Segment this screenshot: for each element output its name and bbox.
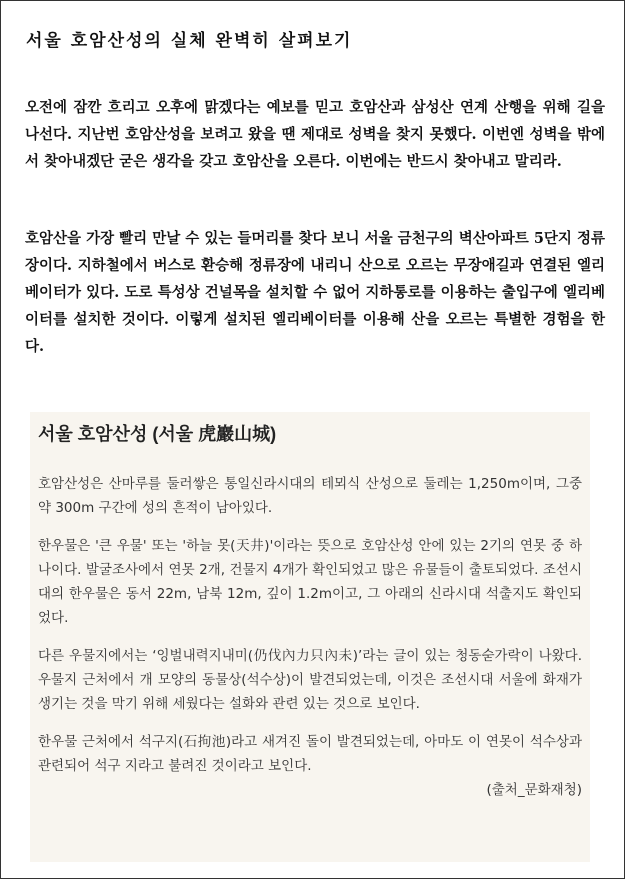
info-paragraph-3: 다른 우물지에서는 ‘잉벌내력지내미(仍伐內力只內未)’라는 글이 있는 청동숟가락이 나왔다. 우물지 근처에서 개 모양의 동물상(석수상)이 발견되었는데, 이것은 조선시대 서울에 화재가 생기는 것을 막기 위해 세웠다는 설화와 관련 있는 것으로 보인다. bbox=[38, 648, 582, 712]
info-paragraph-4: 한우물 근처에서 석구지(石拘池)라고 새겨진 돌이 발견되었는데, 아마도 이 연못이 석수상과 관련되어 석구 지라고 불려진 것이라고 보인다. bbox=[38, 734, 582, 774]
source-credit: (출처_문화재청) bbox=[486, 782, 582, 798]
info-paragraph-1: 호암산성은 산마루를 둘러쌓은 통일신라시대의 테뫼식 산성으로 둘레는 1,250m이며, 그중 약 300m 구간에 성의 흔적이 남아있다. bbox=[38, 476, 582, 516]
article-title: 서울 호암산성의 실체 완벽히 살펴보기 bbox=[26, 31, 353, 51]
info-box bbox=[30, 412, 590, 862]
info-box-title: 서울 호암산성 (서울 虎巖山城) bbox=[38, 424, 277, 444]
info-paragraph-2: 한우물은 '큰 우물' 또는 '하늘 못(天井)'이라는 뜻으로 호암산성 안에 있는 2기의 연못 중 하나이다. 발굴조사에서 연못 2개, 건물지 4개가 확인되었고 많은 유물들이 출토되었다. 조선시대의 한우물은 동서 22m, 남북 12m, 깊이 1.2m이고, 그 아래의 신라시대 석출지도 확인되었다. bbox=[38, 538, 582, 626]
article-paragraph-2: 호암산을 가장 빨리 만날 수 있는 들머리를 찾다 보니 서울 금천구의 벽산아파트 5단지 정류장이다. 지하철에서 버스로 환승해 정류장에 내리니 산으로 오르는 무장애길과 연결된 엘리베이터가 있다. 도로 특성상 건널목을 설치할 수 없어 지하통로를 이용하는 출입구에 엘리베이터를 설치한 것이다. 이렇게 설치된 엘리베이터를 이용해 산을 오르는 특별한 경험을 한다. bbox=[25, 230, 605, 355]
info-box-body bbox=[38, 472, 582, 802]
article-paragraph-1: 오전에 잠깐 흐리고 오후에 맑겠다는 예보를 믿고 호암산과 삼성산 연계 산행을 위해 길을 나선다. 지난번 호암산성을 보려고 왔을 땐 제대로 성벽을 찾지 못했다. 이번엔 성벽을 밖에서 찾아내겠단 굳은 생각을 갖고 호암산을 오른다. 이번에는 반드시 찾아내고 말리라. bbox=[25, 99, 605, 170]
